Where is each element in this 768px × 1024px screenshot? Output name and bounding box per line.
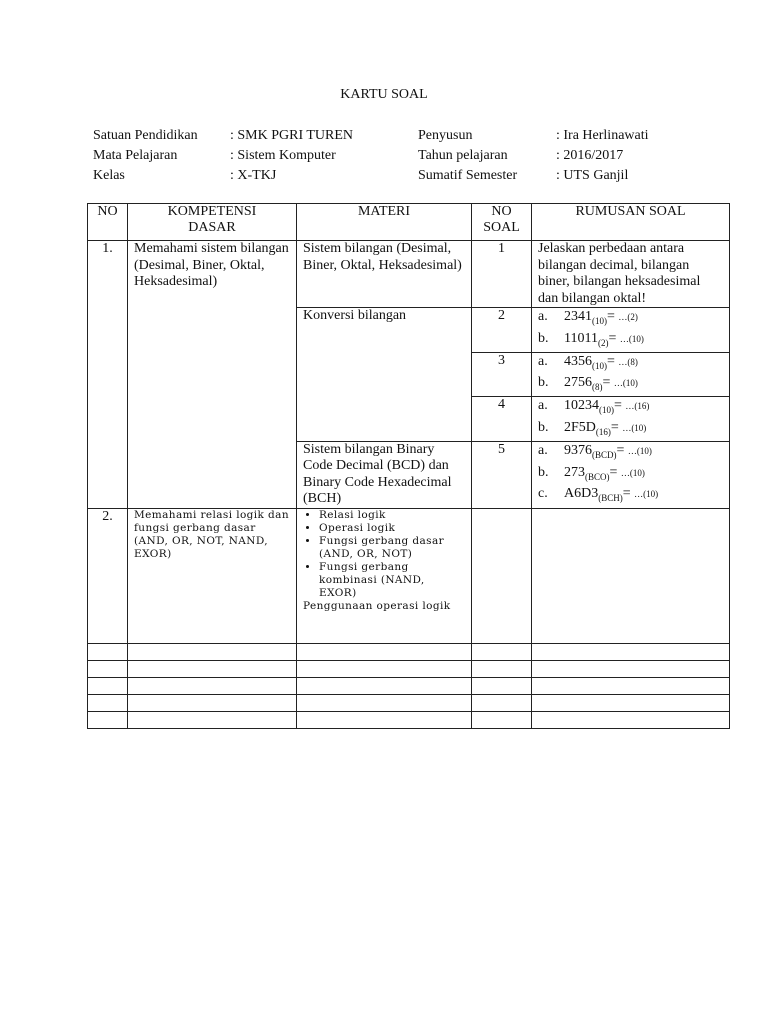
empty-row [88, 677, 730, 694]
question-item [538, 419, 723, 441]
empty-row [88, 643, 730, 660]
table-header [88, 204, 730, 241]
item-expression: $4356_{(10)}=$ …(8) [564, 353, 638, 371]
empty-row [88, 694, 730, 711]
item-letter: a. [538, 309, 548, 324]
meta-value: : SMK PGRI TUREN [230, 128, 354, 143]
meta-value: : X-TKJ [230, 168, 277, 183]
question-item [538, 397, 723, 419]
list-item: • Operasi logik [319, 522, 465, 535]
meta-right-values [556, 126, 649, 186]
meta-left-labels [93, 126, 198, 186]
materi: Konversi bilangan [297, 308, 472, 442]
meta-label: Mata Pelajaran [93, 148, 178, 163]
item-letter: b. [538, 419, 549, 435]
item-letter: b. [538, 375, 549, 391]
meta-value: : UTS Ganjil [556, 168, 629, 183]
item-letter: b. [538, 330, 549, 346]
rumusan-soal [532, 397, 730, 442]
materi: Sistem bilangan (Desimal, Biner, Oktal, Heksadesimal) [297, 241, 472, 308]
item-expression: $2341_{(10)}=$ …(2) [564, 309, 638, 326]
empty-row [88, 711, 730, 728]
item-letter: b. [538, 464, 549, 480]
no-soal [472, 508, 532, 643]
rumusan-soal [532, 352, 730, 397]
item-expression: $A6D3_{(BCH)}=$ …(10) [564, 486, 659, 504]
meta-label: Sumatif Semester [418, 168, 518, 183]
header-kd: KOMPETENSI DASAR [128, 204, 297, 241]
kompetensi-dasar: Memahami sistem bilangan (Desimal, Biner, Oktal, Heksadesimal) [128, 241, 297, 509]
no-soal: 2 [472, 308, 532, 353]
rumusan-soal [532, 441, 730, 508]
item-letter: a. [538, 398, 548, 414]
no-soal: 4 [472, 397, 532, 442]
item-expression: $11011_{(2)}=$ …(10) [564, 330, 644, 348]
kompetensi-dasar: Memahami relasi logik dan fungsi gerbang dasar (AND, OR, NOT, NAND, EXOR) [128, 508, 297, 643]
rumusan-soal [532, 508, 730, 643]
page-title: KARTU SOAL [340, 87, 428, 102]
item-letter: a. [538, 353, 548, 369]
list-item: • Fungsi gerbang kombinasi (NAND, EXOR) [319, 561, 465, 600]
item-letter: c. [538, 486, 548, 502]
question-item [538, 308, 723, 330]
meta-value: : Ira Herlinawati [556, 128, 649, 143]
item-expression: $9376_{(BCD)}=$ …(10) [564, 442, 652, 460]
meta-value: : 2016/2017 [556, 148, 624, 163]
row-no: 2. [88, 508, 128, 643]
meta-right-labels [418, 126, 517, 186]
list-item: • Fungsi gerbang dasar (AND, OR, NOT) [319, 535, 465, 561]
header-rumusan: RUMUSAN SOAL [532, 204, 730, 241]
materi-extra: Penggunaan operasi logik [303, 599, 451, 612]
empty-row [88, 660, 730, 677]
question-item [538, 353, 723, 375]
materi [297, 508, 472, 643]
list-item: • Relasi logik [319, 509, 465, 522]
row-no: 1. [88, 241, 128, 509]
no-soal: 5 [472, 441, 532, 508]
meta-label: Satuan Pendidikan [93, 128, 198, 143]
question-item [538, 464, 723, 486]
question-item [538, 485, 723, 507]
item-expression: $273_{(BCO)}=$ …(10) [564, 464, 645, 482]
materi: Sistem bilangan Binary Code Decimal (BCD) dan Binary Code Hexadecimal (BCH) [297, 441, 472, 508]
header-no: NO [88, 204, 128, 241]
question-item [538, 374, 723, 396]
no-soal: 1 [472, 241, 532, 308]
rumusan-soal: Jelaskan perbedaan antara bilangan decimal, bilangan biner, bilangan heksadesimal dan bilangan oktal! [532, 241, 730, 308]
item-letter: a. [538, 442, 548, 458]
table-row [88, 241, 730, 308]
table-row [88, 508, 730, 643]
question-item [538, 330, 723, 352]
rumusan-soal [532, 308, 730, 353]
meta-value: : Sistem Komputer [230, 148, 336, 163]
soal-table [87, 203, 730, 729]
header-no-soal: NO SOAL [472, 204, 532, 241]
meta-label: Penyusun [418, 128, 473, 143]
item-expression: $10234_{(10)}=$ …(16) [564, 398, 650, 415]
no-soal: 3 [472, 352, 532, 397]
materi-list [303, 509, 465, 600]
item-expression: $2F5D_{(16)}=$ …(10) [564, 419, 647, 437]
item-expression: $2756_{(8)}=$ …(10) [564, 375, 638, 393]
header-materi: MATERI [297, 204, 472, 241]
meta-left-values [230, 126, 353, 186]
question-item [538, 442, 723, 464]
meta-label: Kelas [93, 168, 125, 183]
meta-label: Tahun pelajaran [418, 148, 508, 163]
